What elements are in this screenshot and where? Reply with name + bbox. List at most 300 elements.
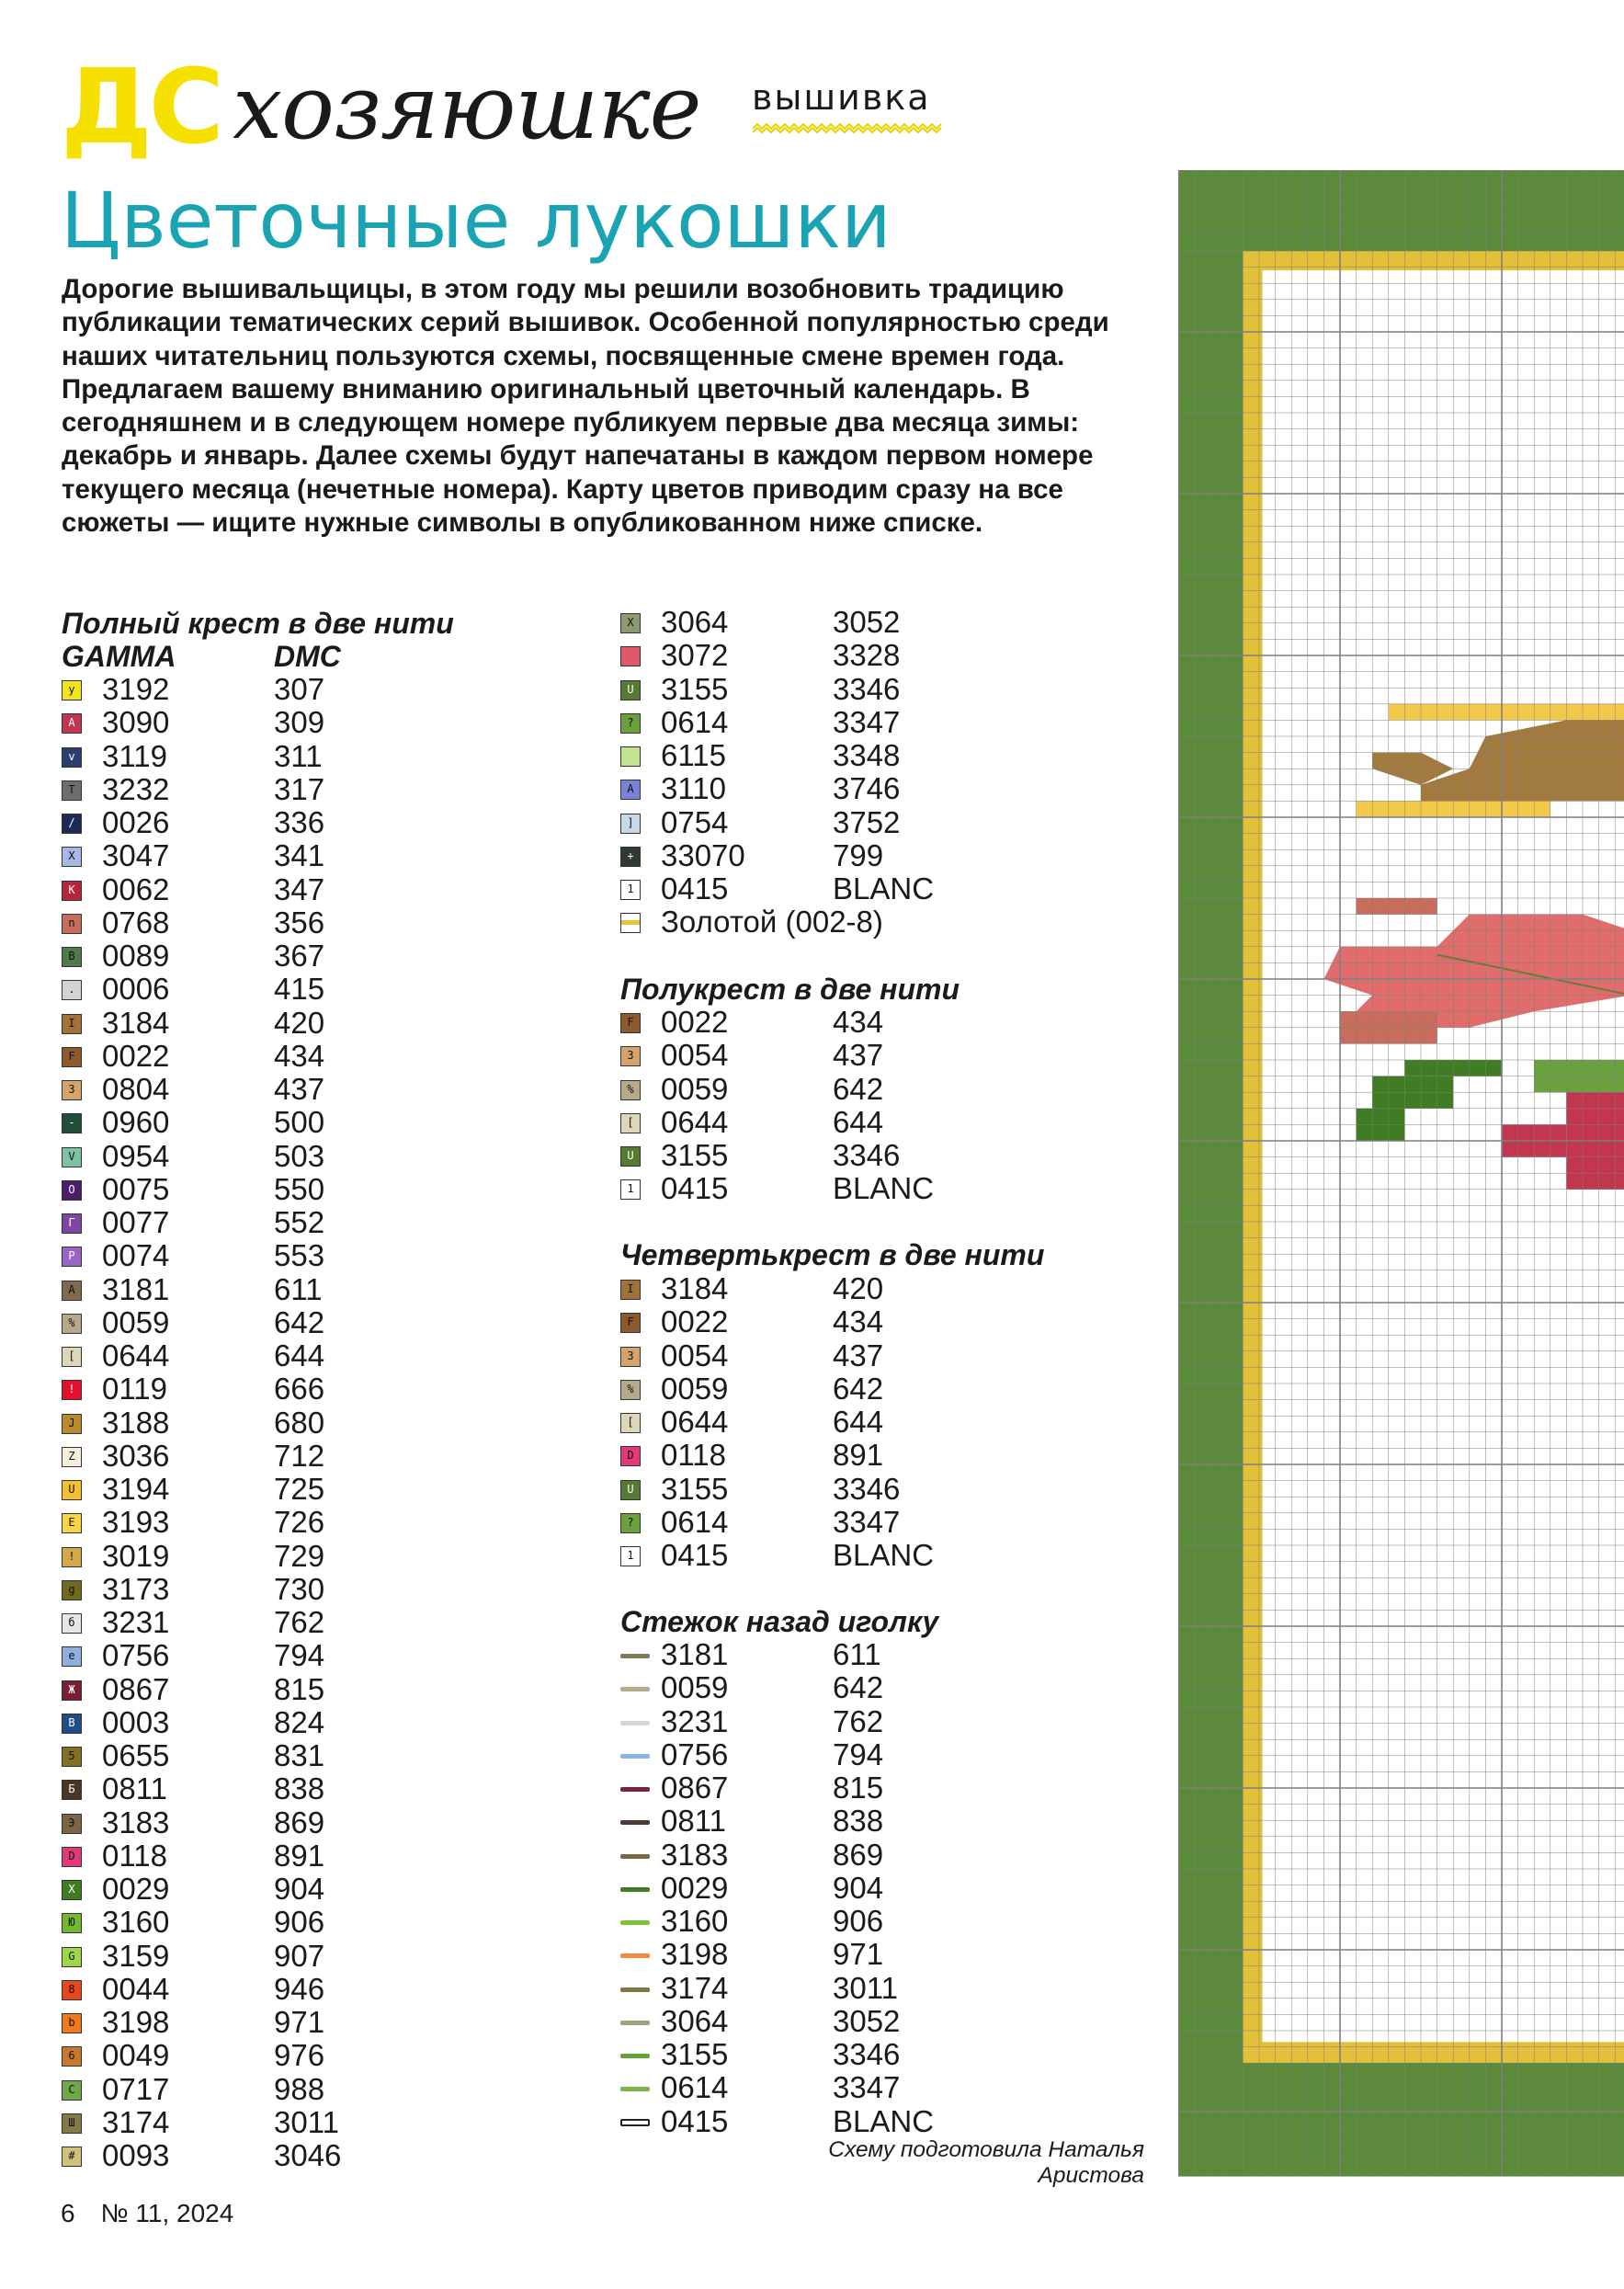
color-swatch-icon: 6 bbox=[62, 2046, 82, 2067]
dmc-code: 434 bbox=[833, 1304, 884, 1339]
color-swatch-icon: % bbox=[620, 1080, 641, 1100]
legend-row bbox=[620, 639, 1135, 672]
dmc-code: 644 bbox=[274, 1338, 325, 1372]
gamma-code: 0754 bbox=[661, 804, 729, 839]
gamma-code: 0415 bbox=[661, 1538, 729, 1572]
gamma-code: 0054 bbox=[661, 1038, 729, 1073]
color-swatch-icon: ? bbox=[620, 1513, 641, 1533]
gamma-code: 3072 bbox=[661, 638, 729, 673]
dmc-code: 3052 bbox=[833, 2003, 901, 2038]
gamma-column-header: GAMMA bbox=[62, 640, 176, 673]
legend-row bbox=[620, 1272, 1135, 1305]
gamma-code: 3155 bbox=[661, 2037, 729, 2071]
gamma-code: 3173 bbox=[102, 1571, 170, 1606]
dmc-code: 341 bbox=[274, 838, 325, 873]
gamma-code: 0415 bbox=[661, 2103, 729, 2138]
color-swatch-icon: X bbox=[620, 613, 641, 633]
dmc-code: 437 bbox=[274, 1072, 325, 1106]
dmc-code: 726 bbox=[274, 1505, 325, 1540]
legend-row bbox=[620, 1872, 1135, 1905]
legend-row bbox=[62, 2106, 576, 2139]
gamma-code: 0059 bbox=[661, 1670, 729, 1705]
legend-row bbox=[620, 1972, 1135, 2005]
quarter-cross-list bbox=[620, 1272, 1135, 1572]
color-swatch-icon: Ю bbox=[62, 1913, 82, 1933]
legend-row bbox=[62, 1106, 576, 1139]
dmc-code: 3348 bbox=[833, 738, 901, 772]
dmc-code: 680 bbox=[274, 1405, 325, 1440]
gamma-code: 3160 bbox=[102, 1905, 170, 1940]
dmc-code: 642 bbox=[274, 1304, 325, 1339]
legend-row bbox=[620, 1305, 1135, 1338]
backstitch-line-swatch bbox=[620, 1721, 650, 1725]
color-swatch-icon: 3 bbox=[620, 1347, 641, 1367]
color-swatch-icon: e bbox=[62, 1646, 82, 1667]
dmc-code: 891 bbox=[274, 1838, 325, 1873]
gamma-code: 0960 bbox=[102, 1105, 170, 1140]
gamma-code: 3036 bbox=[102, 1438, 170, 1473]
dmc-code: 3011 bbox=[274, 2104, 339, 2139]
gamma-code: 0029 bbox=[102, 1872, 170, 1906]
gamma-code: Золотой (002-8) bbox=[661, 905, 883, 940]
color-swatch-icon: B bbox=[62, 947, 82, 967]
gamma-code: 0049 bbox=[102, 2038, 170, 2073]
legend-row bbox=[620, 1938, 1135, 1971]
color-swatch-icon: U bbox=[620, 680, 641, 700]
backstitch-line-swatch bbox=[620, 1787, 650, 1792]
legend-row bbox=[62, 1940, 576, 1973]
color-swatch-icon: б bbox=[62, 1613, 82, 1634]
legend-row bbox=[62, 1506, 576, 1539]
full-cross-title: Полный крест в две нити bbox=[62, 607, 454, 640]
color-swatch-icon: % bbox=[62, 1314, 82, 1334]
gamma-code: 0118 bbox=[102, 1838, 167, 1873]
color-swatch-icon: D bbox=[62, 1847, 82, 1867]
color-swatch-icon: Г bbox=[62, 1213, 82, 1234]
color-swatch-icon: ] bbox=[620, 814, 641, 834]
legend-row bbox=[620, 1638, 1135, 1671]
legend-row bbox=[620, 1839, 1135, 1872]
gamma-code: 0059 bbox=[661, 1071, 729, 1106]
gamma-code: 0054 bbox=[661, 1338, 729, 1372]
gamma-code: 0655 bbox=[102, 1738, 170, 1772]
gamma-code: 3184 bbox=[102, 1005, 170, 1040]
gamma-code: 0026 bbox=[102, 805, 170, 839]
color-swatch-icon: V bbox=[62, 1147, 82, 1167]
dmc-code: 553 bbox=[274, 1238, 325, 1273]
dmc-code: 815 bbox=[833, 1771, 884, 1805]
dmc-code: 794 bbox=[274, 1638, 325, 1673]
dmc-code: 500 bbox=[274, 1105, 325, 1140]
color-swatch-icon: # bbox=[62, 2147, 82, 2167]
legend-row bbox=[62, 1273, 576, 1306]
gamma-code: 3231 bbox=[661, 1703, 729, 1738]
dmc-code: 906 bbox=[833, 1904, 884, 1938]
gamma-code: 3155 bbox=[661, 1471, 729, 1506]
dmc-code: 799 bbox=[833, 837, 884, 872]
color-swatch-icon: Ш bbox=[62, 2113, 82, 2134]
quarter-cross-title: Четвертькрест в две нити bbox=[620, 1238, 1045, 1271]
dmc-code: 3346 bbox=[833, 671, 901, 706]
dmc-code: 904 bbox=[274, 1872, 325, 1906]
scheme-gold-border-bottom bbox=[1243, 2042, 1624, 2063]
gamma-code: 0867 bbox=[102, 1671, 170, 1706]
dmc-code: 347 bbox=[274, 871, 325, 906]
gamma-code: 0756 bbox=[102, 1638, 170, 1673]
gamma-code: 3155 bbox=[661, 1138, 729, 1172]
dmc-code: 503 bbox=[274, 1138, 325, 1173]
color-swatch-icon: 8 bbox=[62, 1980, 82, 2000]
legend-row bbox=[62, 1540, 576, 1573]
gamma-code: 0118 bbox=[661, 1438, 726, 1473]
dmc-code: 437 bbox=[833, 1038, 884, 1073]
gamma-code: 0077 bbox=[102, 1205, 170, 1239]
dmc-code: 642 bbox=[833, 1071, 884, 1106]
legend-row bbox=[62, 2039, 576, 2072]
color-swatch-icon: [ bbox=[620, 1113, 641, 1133]
gamma-code: 3181 bbox=[661, 1637, 729, 1671]
legend-row bbox=[62, 740, 576, 773]
dmc-code: 666 bbox=[274, 1372, 325, 1406]
color-swatch-icon: 3 bbox=[62, 1080, 82, 1100]
color-swatch-icon: F bbox=[62, 1047, 82, 1067]
gamma-code: 3194 bbox=[102, 1472, 170, 1506]
color-swatch-icon: A bbox=[62, 1281, 82, 1301]
dmc-code: 434 bbox=[274, 1038, 325, 1073]
color-swatch-icon: b bbox=[62, 2013, 82, 2033]
gamma-code: 0867 bbox=[661, 1771, 729, 1805]
scheme-gold-border-top bbox=[1243, 251, 1624, 270]
color-swatch-icon bbox=[620, 646, 641, 666]
dmc-code: 3347 bbox=[833, 2070, 901, 2105]
legend-row bbox=[620, 1671, 1135, 1704]
color-swatch-icon: 1 bbox=[620, 1179, 641, 1200]
issue-number: № 11, 2024 bbox=[100, 2199, 234, 2227]
gamma-code: 3110 bbox=[661, 771, 726, 806]
legend-row bbox=[620, 1539, 1135, 1572]
gamma-code: 0074 bbox=[102, 1238, 170, 1273]
gamma-code: 3231 bbox=[102, 1605, 170, 1639]
dmc-code: 971 bbox=[833, 1937, 884, 1972]
dmc-code: 729 bbox=[274, 1538, 325, 1573]
dmc-column-header: DMC bbox=[274, 640, 341, 673]
gamma-code: 0093 bbox=[102, 2138, 170, 2172]
dmc-code: 3346 bbox=[833, 1138, 901, 1172]
gamma-code: 0614 bbox=[661, 704, 729, 739]
dmc-code: BLANC bbox=[833, 1171, 935, 1206]
legend-row bbox=[62, 1673, 576, 1706]
legend-row bbox=[62, 1239, 576, 1272]
dmc-code: 642 bbox=[833, 1371, 884, 1406]
dmc-code: 869 bbox=[833, 1837, 884, 1872]
color-swatch-icon: ? bbox=[620, 713, 641, 734]
color-swatch-icon: ! bbox=[62, 1380, 82, 1400]
gamma-code: 3160 bbox=[661, 1904, 729, 1938]
dmc-code: 309 bbox=[274, 705, 325, 740]
backstitch-title: Стежок назад иголку bbox=[620, 1605, 939, 1638]
legend-row bbox=[620, 1905, 1135, 1938]
gamma-code: 33070 bbox=[661, 837, 745, 872]
legend-row bbox=[620, 1372, 1135, 1406]
dmc-code: 907 bbox=[274, 1938, 325, 1973]
legend-row bbox=[620, 1705, 1135, 1738]
legend-row bbox=[62, 1606, 576, 1639]
color-swatch-icon: - bbox=[62, 1113, 82, 1133]
dmc-code: 3046 bbox=[274, 2138, 342, 2172]
gamma-code: 3193 bbox=[102, 1505, 170, 1540]
gamma-code: 0029 bbox=[661, 1870, 729, 1905]
backstitch-line-swatch bbox=[620, 2119, 650, 2126]
legend-row bbox=[620, 1073, 1135, 1106]
legend-row bbox=[620, 2105, 1135, 2138]
backstitch-line-swatch bbox=[620, 2054, 650, 2058]
legend-row bbox=[62, 1873, 576, 1906]
legend-row bbox=[620, 2038, 1135, 2071]
color-swatch-icon: X bbox=[62, 847, 82, 867]
dmc-code: 904 bbox=[833, 1870, 884, 1905]
dmc-code: 356 bbox=[274, 905, 325, 940]
color-swatch-icon: C bbox=[62, 2080, 82, 2101]
color-swatch-icon: Э bbox=[62, 1814, 82, 1834]
color-swatch-icon: J bbox=[62, 1414, 82, 1434]
legend-row bbox=[62, 706, 576, 739]
color-swatch-icon: B bbox=[62, 1714, 82, 1734]
rubric-zigzag-ornament bbox=[753, 123, 941, 134]
dmc-code: 437 bbox=[833, 1338, 884, 1372]
color-swatch-icon: ! bbox=[62, 1547, 82, 1567]
brand-title: хозяюшке bbox=[233, 56, 701, 159]
legend-row bbox=[62, 940, 576, 973]
dmc-code: 3752 bbox=[833, 804, 901, 839]
legend-row bbox=[62, 1906, 576, 1939]
legend-row bbox=[620, 1006, 1135, 1039]
gamma-code: 0022 bbox=[102, 1038, 170, 1073]
dmc-code: 644 bbox=[833, 1104, 884, 1139]
legend-row bbox=[620, 806, 1135, 839]
legend-row bbox=[62, 1140, 576, 1173]
color-swatch-icon: U bbox=[620, 1146, 641, 1167]
color-swatch-icon: A bbox=[62, 713, 82, 734]
scheme-credit: Схему подготовила Наталья Аристова bbox=[828, 2137, 1144, 2188]
gamma-code: 3019 bbox=[102, 1538, 170, 1573]
legend-row bbox=[62, 1639, 576, 1672]
dmc-code: 550 bbox=[274, 1171, 325, 1206]
dmc-code: 367 bbox=[274, 939, 325, 973]
scheme-petal-edge-top bbox=[1357, 898, 1437, 915]
dmc-code: 712 bbox=[274, 1438, 325, 1473]
color-swatch-icon: T bbox=[62, 780, 82, 801]
color-swatch-icon: Ж bbox=[62, 1680, 82, 1701]
backstitch-line-swatch bbox=[620, 1887, 650, 1892]
color-swatch-icon: P bbox=[62, 1247, 82, 1267]
legend-row bbox=[620, 1506, 1135, 1539]
color-swatch-icon bbox=[620, 746, 641, 767]
gamma-code: 3155 bbox=[661, 671, 729, 706]
dmc-code: 3346 bbox=[833, 2037, 901, 2071]
legend-row bbox=[620, 1805, 1135, 1838]
gamma-code: 3198 bbox=[102, 2005, 170, 2039]
page-folio bbox=[61, 2199, 233, 2228]
dmc-code: 642 bbox=[833, 1670, 884, 1705]
dmc-code: 3346 bbox=[833, 1471, 901, 1506]
dmc-code: 725 bbox=[274, 1472, 325, 1506]
dmc-code: 838 bbox=[833, 1804, 884, 1839]
color-swatch-icon: 1 bbox=[620, 880, 641, 900]
intro-paragraph: Дорогие вышивальщицы, в этом году мы решили возобновить традицию публикации тематических серий вышивок. Особенной популярностью среди наших читательниц пользуются схемы, посвященные смене времен года. Предлагаем вашему вниманию оригинальный цветочный календарь. В сегодняшнем и в следующем номере публикуем первые два месяца зимы: декабрь и январь. Далее схемы будут напечатаны в каждом первом номере текущего месяца (нечетные номера). Карту цветов приводим сразу на все сюжеты — ищите нужные символы в опубликованном ниже списке. bbox=[62, 274, 1109, 539]
legend-row bbox=[620, 706, 1135, 739]
legend-row bbox=[620, 872, 1135, 905]
legend-row bbox=[62, 1739, 576, 1772]
legend-row bbox=[62, 773, 576, 806]
legend-row bbox=[620, 1139, 1135, 1172]
dmc-code: 307 bbox=[274, 672, 325, 706]
color-swatch-icon: + bbox=[620, 847, 641, 867]
gamma-code: 0954 bbox=[102, 1138, 170, 1173]
legend-row bbox=[620, 739, 1135, 772]
gamma-code: 3064 bbox=[661, 605, 729, 639]
legend-row bbox=[620, 1106, 1135, 1139]
legend-row bbox=[620, 1172, 1135, 1205]
backstitch-line-swatch bbox=[620, 2021, 650, 2025]
gamma-code: 0811 bbox=[102, 1771, 167, 1806]
color-swatch-icon: g bbox=[62, 1580, 82, 1600]
full-cross-list-right bbox=[620, 606, 1135, 940]
gamma-code: 3090 bbox=[102, 705, 170, 740]
color-swatch-icon: D bbox=[620, 1446, 641, 1466]
gamma-code: 3188 bbox=[102, 1405, 170, 1440]
legend-row bbox=[62, 1339, 576, 1372]
dmc-code: BLANC bbox=[833, 871, 935, 905]
color-swatch-icon: 1 bbox=[620, 1546, 641, 1566]
dmc-code: 831 bbox=[274, 1738, 325, 1772]
gamma-code: 3047 bbox=[102, 838, 170, 873]
color-swatch-icon: 3 bbox=[620, 1046, 641, 1066]
legend-row bbox=[620, 1473, 1135, 1506]
color-swatch-icon: I bbox=[62, 1014, 82, 1034]
gamma-code: 3174 bbox=[102, 2104, 170, 2139]
gamma-code: 0006 bbox=[102, 972, 170, 1007]
dmc-code: 976 bbox=[274, 2038, 325, 2073]
backstitch-line-swatch bbox=[620, 1953, 650, 1958]
dmc-code: 869 bbox=[274, 1805, 325, 1839]
legend-row bbox=[62, 1573, 576, 1606]
gamma-code: 0089 bbox=[102, 939, 170, 973]
dmc-code: BLANC bbox=[833, 1538, 935, 1572]
dmc-code: 3011 bbox=[833, 1970, 898, 2005]
page-number: 6 bbox=[61, 2199, 75, 2227]
legend-row bbox=[620, 1039, 1135, 1072]
legend-row bbox=[62, 906, 576, 940]
gamma-code: 3064 bbox=[661, 2003, 729, 2038]
dmc-code: 838 bbox=[274, 1771, 325, 1806]
legend-row bbox=[62, 806, 576, 839]
scheme-yellow-row bbox=[1389, 704, 1624, 721]
gamma-code: 3181 bbox=[102, 1271, 170, 1306]
full-cross-list-left bbox=[62, 673, 576, 2172]
backstitch-line-swatch bbox=[620, 1820, 650, 1825]
gamma-code: 0717 bbox=[102, 2071, 170, 2106]
gamma-code: 0022 bbox=[661, 1304, 729, 1339]
color-swatch-icon: O bbox=[62, 1180, 82, 1201]
backstitch-line-swatch bbox=[620, 1987, 650, 1992]
legend-row bbox=[620, 2071, 1135, 2104]
color-swatch-icon: E bbox=[62, 1513, 82, 1533]
legend-row bbox=[62, 973, 576, 1006]
color-swatch-icon: n bbox=[62, 914, 82, 934]
legend-row bbox=[62, 1440, 576, 1473]
gamma-code: 0811 bbox=[661, 1804, 726, 1839]
dmc-code: 730 bbox=[274, 1571, 325, 1606]
legend-row bbox=[62, 1306, 576, 1339]
dmc-code: 762 bbox=[833, 1703, 884, 1738]
gamma-code: 0614 bbox=[661, 1504, 729, 1539]
half-cross-list bbox=[620, 1006, 1135, 1206]
color-swatch-icon: Б bbox=[62, 1780, 82, 1800]
dmc-code: 3328 bbox=[833, 638, 901, 673]
dmc-code: 415 bbox=[274, 972, 325, 1007]
color-swatch-icon: A bbox=[620, 780, 641, 800]
gamma-code: 0756 bbox=[661, 1737, 729, 1771]
dmc-code: 611 bbox=[274, 1271, 323, 1306]
gamma-code: 0768 bbox=[102, 905, 170, 940]
color-swatch-icon: Z bbox=[62, 1447, 82, 1467]
gamma-code: 0075 bbox=[102, 1171, 170, 1206]
color-swatch-icon: I bbox=[620, 1280, 641, 1300]
dmc-code: 794 bbox=[833, 1737, 884, 1771]
article-headline: Цветочные лукошки bbox=[61, 176, 891, 266]
color-swatch-icon: [ bbox=[62, 1347, 82, 1367]
dmc-code: BLANC bbox=[833, 2103, 935, 2138]
dmc-code: 336 bbox=[274, 805, 325, 839]
dmc-code: 824 bbox=[274, 1704, 325, 1739]
legend-row bbox=[62, 1839, 576, 1873]
legend-row bbox=[620, 1406, 1135, 1439]
legend-row bbox=[62, 1706, 576, 1739]
gamma-code: 3198 bbox=[661, 1937, 729, 1972]
gamma-code: 3119 bbox=[102, 738, 167, 773]
backstitch-line-swatch bbox=[620, 1854, 650, 1859]
color-swatch-icon: . bbox=[62, 980, 82, 1000]
legend-row bbox=[62, 873, 576, 906]
color-swatch-icon: / bbox=[62, 814, 82, 834]
embroidery-scheme bbox=[1178, 170, 1624, 2183]
gamma-code: 3183 bbox=[102, 1805, 170, 1839]
color-swatch-icon: % bbox=[620, 1380, 641, 1400]
color-swatch-icon: F bbox=[620, 1313, 641, 1333]
dmc-code: 3746 bbox=[833, 771, 901, 806]
masthead bbox=[61, 48, 980, 167]
gamma-code: 0614 bbox=[661, 2070, 729, 2105]
gamma-code: 0062 bbox=[102, 871, 170, 906]
color-swatch-icon: F bbox=[620, 1013, 641, 1033]
scheme-green-border-bottom bbox=[1178, 2063, 1624, 2176]
legend-row bbox=[620, 673, 1135, 706]
legend-row bbox=[62, 839, 576, 872]
color-swatch-icon: v bbox=[62, 747, 82, 768]
gamma-code: 0415 bbox=[661, 871, 729, 905]
gamma-code: 0022 bbox=[661, 1005, 729, 1039]
dmc-code: 906 bbox=[274, 1905, 325, 1940]
dmc-code: 420 bbox=[274, 1005, 325, 1040]
gamma-code: 0415 bbox=[661, 1171, 729, 1206]
legend-row bbox=[62, 2006, 576, 2039]
legend-row bbox=[62, 1973, 576, 2006]
dmc-code: 971 bbox=[274, 2005, 325, 2039]
dmc-code: 3052 bbox=[833, 605, 901, 639]
dmc-code: 644 bbox=[833, 1405, 884, 1439]
legend-row bbox=[620, 905, 1135, 939]
dmc-code: 946 bbox=[274, 1971, 325, 2006]
